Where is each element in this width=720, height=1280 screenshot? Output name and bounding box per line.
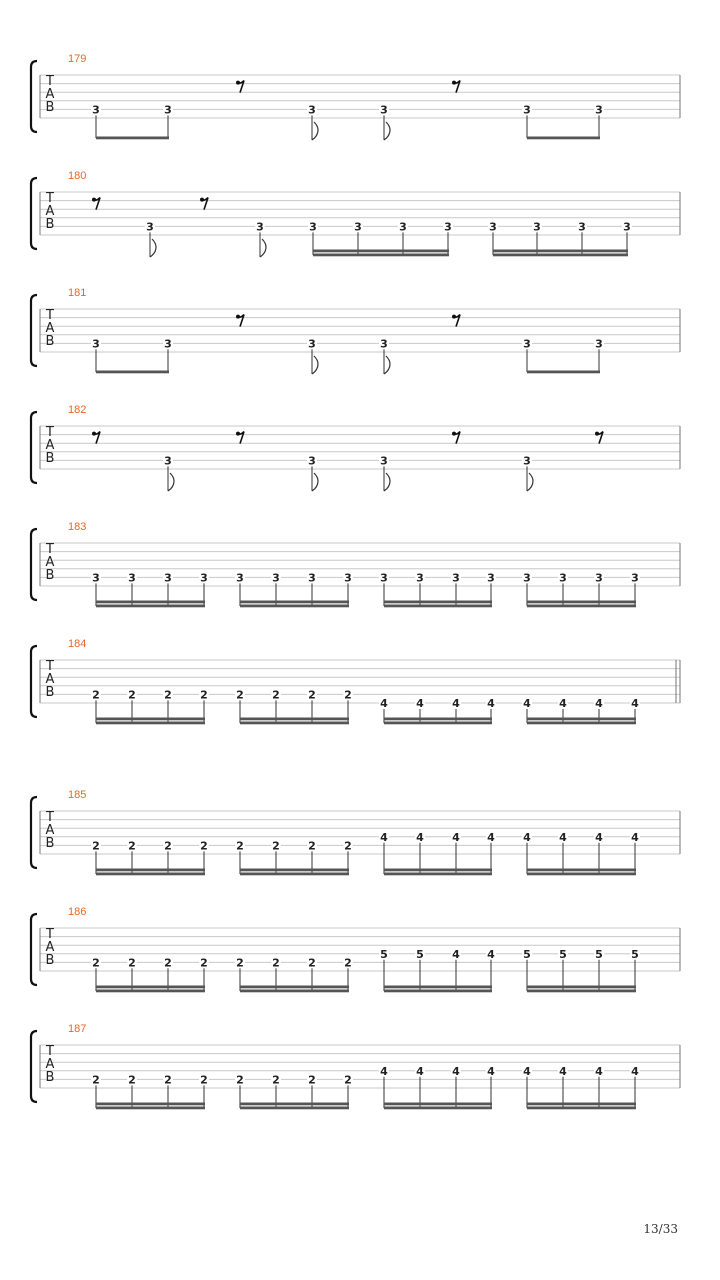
fret-number: 3	[489, 220, 497, 234]
fret-number: 4	[631, 697, 639, 710]
note-beam	[96, 371, 169, 374]
note-beam	[96, 873, 205, 876]
fret-number: 3	[523, 103, 531, 117]
fret-number: 3	[92, 103, 100, 117]
fret-number: 4	[559, 697, 567, 710]
fret-number: 4	[595, 697, 603, 710]
tab-letter: B	[45, 568, 55, 583]
eighth-rest-dot	[92, 432, 96, 436]
fret-number: 3	[164, 454, 172, 468]
fret-number: 2	[344, 1073, 352, 1087]
note-flag	[260, 239, 266, 257]
fret-number: 4	[487, 697, 495, 710]
tab-letter: A	[45, 823, 55, 838]
measure-number: 179	[68, 53, 87, 65]
fret-number: 2	[128, 956, 136, 970]
fret-number: 2	[200, 956, 208, 970]
note-beam	[96, 137, 169, 140]
note-beam	[240, 601, 349, 604]
eighth-rest-dot	[200, 198, 204, 202]
fret-number: 3	[444, 220, 452, 234]
measure-number: 184	[68, 638, 87, 650]
note-flag	[312, 122, 318, 140]
note-beam	[96, 1103, 205, 1106]
system-bracket	[31, 797, 37, 868]
fret-number: 3	[146, 220, 154, 234]
note-beam	[527, 986, 636, 989]
note-beam	[493, 254, 628, 257]
note-beam	[527, 371, 600, 374]
system-bracket	[31, 412, 37, 483]
tab-letter: B	[45, 334, 55, 349]
fret-number: 2	[272, 688, 280, 702]
fret-number: 4	[452, 830, 460, 844]
fret-number: 2	[308, 688, 316, 702]
fret-number: 2	[344, 956, 352, 970]
tab-letter: B	[45, 100, 55, 115]
fret-number: 3	[256, 220, 264, 234]
fret-number: 3	[128, 571, 136, 585]
system-bracket	[31, 61, 37, 132]
note-beam	[384, 605, 492, 608]
eighth-rest-dot	[595, 432, 599, 436]
fret-number: 3	[272, 571, 280, 585]
note-beam	[527, 990, 636, 993]
note-beam	[527, 1107, 636, 1110]
fret-number: 3	[164, 337, 172, 351]
note-beam	[493, 250, 628, 253]
note-flag	[312, 356, 318, 374]
eighth-rest-dot	[236, 81, 240, 85]
note-beam	[384, 722, 492, 725]
note-flag	[527, 473, 533, 491]
fret-number: 3	[631, 571, 639, 585]
note-beam	[384, 1103, 492, 1106]
fret-number: 3	[399, 220, 407, 234]
fret-number: 4	[487, 1064, 495, 1078]
fret-number: 5	[559, 947, 567, 961]
note-beam	[384, 601, 492, 604]
note-beam	[527, 1103, 636, 1106]
fret-number: 4	[631, 830, 639, 844]
fret-number: 3	[523, 571, 531, 585]
fret-number: 4	[595, 830, 603, 844]
tab-staff	[31, 287, 680, 374]
fret-number: 5	[595, 947, 603, 961]
fret-number: 4	[559, 830, 567, 844]
fret-number: 2	[236, 956, 244, 970]
fret-number: 4	[523, 1064, 531, 1078]
fret-number: 4	[380, 1064, 388, 1078]
fret-number: 4	[523, 830, 531, 844]
fret-number: 2	[308, 1073, 316, 1087]
fret-number: 2	[92, 839, 100, 853]
tab-staff	[31, 1023, 680, 1109]
measure-number: 182	[68, 404, 87, 416]
tab-staff	[31, 404, 680, 491]
note-beam	[240, 990, 349, 993]
fret-number: 3	[595, 337, 603, 351]
tab-letter: T	[46, 74, 54, 89]
fret-number: 4	[523, 697, 531, 710]
note-beam	[384, 718, 492, 721]
fret-number: 4	[487, 830, 495, 844]
fret-number: 3	[523, 337, 531, 351]
fret-number: 2	[272, 839, 280, 853]
note-beam	[96, 601, 205, 604]
tab-letter: A	[45, 940, 55, 955]
fret-number: 4	[416, 1064, 424, 1078]
fret-number: 2	[308, 956, 316, 970]
fret-number: 2	[200, 688, 208, 702]
eighth-rest-dot	[452, 81, 456, 85]
fret-number: 3	[578, 220, 586, 234]
fret-number: 2	[272, 1073, 280, 1087]
note-beam	[96, 1107, 205, 1110]
fret-number: 4	[559, 1064, 567, 1078]
note-flag	[384, 122, 390, 140]
note-beam	[313, 250, 449, 253]
system-bracket	[31, 646, 37, 717]
fret-number: 4	[416, 697, 424, 710]
note-flag	[312, 473, 318, 491]
tab-letter: T	[46, 191, 54, 206]
measure-number: 180	[68, 170, 87, 182]
tab-letter: T	[46, 425, 54, 440]
fret-number: 3	[416, 571, 424, 585]
measure-number: 185	[68, 789, 87, 801]
fret-number: 3	[380, 454, 388, 468]
tab-letter: B	[45, 1070, 55, 1085]
tab-letter: B	[45, 217, 55, 232]
fret-number: 3	[533, 220, 541, 234]
note-beam	[384, 986, 492, 989]
fret-number: 2	[200, 1073, 208, 1087]
fret-number: 3	[308, 571, 316, 585]
tab-letter: A	[45, 204, 55, 219]
note-beam	[240, 1103, 349, 1106]
note-flag	[384, 356, 390, 374]
eighth-rest-dot	[236, 315, 240, 319]
tab-letter: B	[45, 685, 55, 700]
fret-number: 2	[200, 839, 208, 853]
note-beam	[384, 1107, 492, 1110]
fret-number: 3	[308, 103, 316, 117]
fret-number: 2	[272, 956, 280, 970]
system-bracket	[31, 295, 37, 366]
fret-number: 2	[236, 839, 244, 853]
fret-number: 5	[380, 947, 388, 961]
tab-letter: A	[45, 438, 55, 453]
tab-letter: A	[45, 672, 55, 687]
note-beam	[96, 869, 205, 872]
fret-number: 2	[128, 839, 136, 853]
fret-number: 5	[523, 947, 531, 961]
note-beam	[240, 869, 349, 872]
tab-letter: A	[45, 555, 55, 570]
system-bracket	[31, 529, 37, 600]
fret-number: 3	[380, 103, 388, 117]
note-beam	[96, 722, 205, 725]
fret-number: 5	[416, 947, 424, 961]
note-beam	[240, 718, 349, 721]
tab-letter: A	[45, 1057, 55, 1072]
fret-number: 2	[92, 688, 100, 702]
fret-number: 4	[380, 697, 388, 710]
fret-number: 3	[380, 337, 388, 351]
note-beam	[96, 990, 205, 993]
note-beam	[527, 601, 636, 604]
tab-letter: B	[45, 953, 55, 968]
tab-letter: T	[46, 659, 54, 674]
fret-number: 2	[344, 688, 352, 702]
system-bracket	[31, 914, 37, 985]
note-beam	[96, 718, 205, 721]
fret-number: 3	[559, 571, 567, 585]
fret-number: 3	[452, 571, 460, 585]
fret-number: 2	[92, 956, 100, 970]
note-beam	[96, 986, 205, 989]
fret-number: 3	[200, 571, 208, 585]
note-beam	[527, 722, 636, 725]
fret-number: 2	[92, 1073, 100, 1087]
page-number: 13/33	[643, 1222, 678, 1236]
fret-number: 3	[595, 103, 603, 117]
fret-number: 3	[308, 337, 316, 351]
fret-number: 2	[164, 688, 172, 702]
tab-staff	[31, 789, 680, 875]
tab-letter: A	[45, 321, 55, 336]
fret-number: 2	[128, 1073, 136, 1087]
tab-letter: B	[45, 451, 55, 466]
fret-number: 3	[523, 454, 531, 468]
tab-letter: A	[45, 87, 55, 102]
fret-number: 2	[308, 839, 316, 853]
eighth-rest-dot	[236, 432, 240, 436]
fret-number: 2	[236, 688, 244, 702]
note-beam	[527, 869, 636, 872]
fret-number: 5	[631, 947, 639, 961]
fret-number: 2	[164, 1073, 172, 1087]
system-bracket	[31, 178, 37, 249]
tab-staff	[31, 521, 680, 607]
fret-number: 3	[309, 220, 317, 234]
fret-number: 2	[344, 839, 352, 853]
fret-number: 2	[236, 1073, 244, 1087]
fret-number: 2	[164, 839, 172, 853]
note-beam	[384, 990, 492, 993]
note-beam	[313, 254, 449, 257]
tab-letter: T	[46, 810, 54, 825]
measure-number: 186	[68, 906, 87, 918]
fret-number: 3	[344, 571, 352, 585]
fret-number: 2	[128, 688, 136, 702]
tab-staff	[31, 638, 680, 724]
note-flag	[384, 473, 390, 491]
fret-number: 3	[92, 337, 100, 351]
fret-number: 3	[236, 571, 244, 585]
note-beam	[384, 869, 492, 872]
tab-staff	[31, 170, 680, 257]
fret-number: 3	[92, 571, 100, 585]
fret-number: 4	[487, 947, 495, 961]
fret-number: 4	[452, 1064, 460, 1078]
eighth-rest-dot	[452, 432, 456, 436]
fret-number: 4	[631, 1064, 639, 1078]
fret-number: 3	[308, 454, 316, 468]
tab-letter: B	[45, 836, 55, 851]
measure-number: 183	[68, 521, 87, 533]
note-beam	[240, 722, 349, 725]
note-beam	[527, 873, 636, 876]
note-beam	[240, 873, 349, 876]
fret-number: 4	[416, 830, 424, 844]
fret-number: 4	[452, 697, 460, 710]
note-beam	[527, 718, 636, 721]
tab-staff	[31, 906, 680, 992]
note-beam	[240, 986, 349, 989]
fret-number: 3	[623, 220, 631, 234]
tab-letter: T	[46, 542, 54, 557]
fret-number: 3	[487, 571, 495, 585]
note-beam	[240, 605, 349, 608]
fret-number: 3	[164, 571, 172, 585]
eighth-rest-dot	[92, 198, 96, 202]
tab-letter: T	[46, 1044, 54, 1059]
note-beam	[240, 1107, 349, 1110]
fret-number: 2	[164, 956, 172, 970]
note-flag	[168, 473, 174, 491]
system-bracket	[31, 1031, 37, 1102]
fret-number: 3	[595, 571, 603, 585]
note-beam	[96, 605, 205, 608]
tab-staff	[31, 53, 680, 140]
note-beam	[384, 873, 492, 876]
fret-number: 3	[164, 103, 172, 117]
eighth-rest-dot	[452, 315, 456, 319]
fret-number: 4	[452, 947, 460, 961]
measure-number: 181	[68, 287, 87, 299]
measure-number: 187	[68, 1023, 87, 1035]
fret-number: 3	[380, 571, 388, 585]
note-beam	[527, 137, 600, 140]
tab-letter: T	[46, 927, 54, 942]
fret-number: 4	[595, 1064, 603, 1078]
note-flag	[150, 239, 156, 257]
tab-letter: T	[46, 308, 54, 323]
fret-number: 3	[354, 220, 362, 234]
fret-number: 4	[380, 830, 388, 844]
note-beam	[527, 605, 636, 608]
